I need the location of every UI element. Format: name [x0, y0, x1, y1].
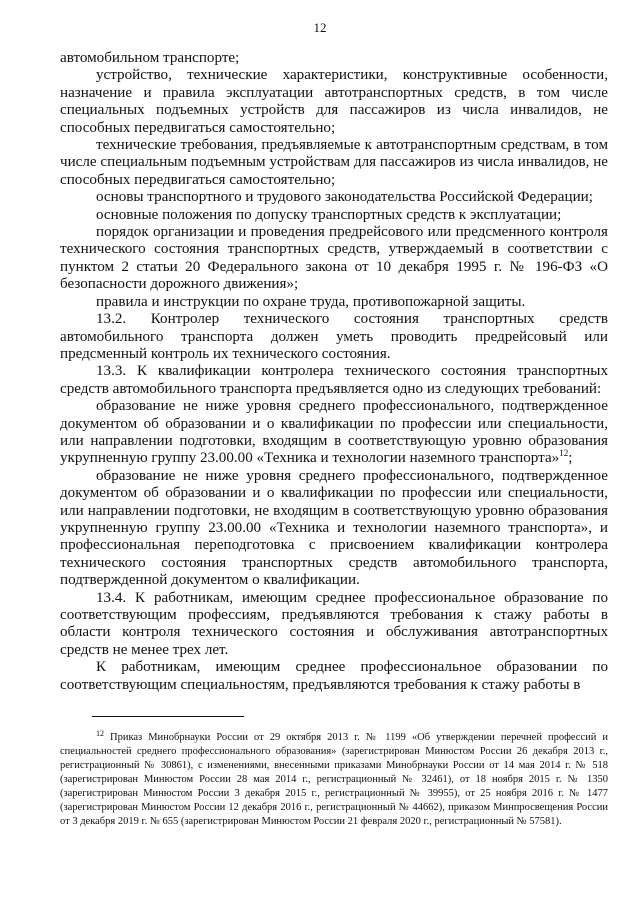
paragraph-tail: ;	[568, 450, 573, 467]
paragraph: образование не ниже уровня среднего профессионального, подтвержденное документом об образовании и о квалификации по профессии или специальности, или направлении подготовки, не входящим в соответствующую уровню образования укрупненную группу 23.00.00 «Техника и технологии наземного транспорта», и профессиональная переподготовка с присвоением квалификации контролера технического состояния транспортных средств автомобильного транспорта, подтвержденной документом о квалификации.	[60, 467, 608, 589]
paragraph: порядок организации и проведения предрейсового или предсменного контроля технического состояния транспортных средств, утверждаемый в соответствии с пунктом 2 статьи 20 Федерального закона от 10 декабря 1995 г. № 196-ФЗ «О безопасности дорожного движения»;	[60, 224, 608, 293]
paragraph-with-footnote	[60, 398, 608, 468]
page-number: 12	[313, 20, 327, 35]
footnote-reference[interactable]: 12	[559, 448, 569, 459]
paragraph: устройство, технические характеристики, конструктивные особенности, назначение и правила эксплуатации автотранспортных средств, в том числе специальных подъемных устройств для пассажиров из числа инвалидов, не способных передвигаться самостоятельно;	[60, 67, 608, 136]
footnote-body: Приказ Минобрнауки России от 29 октября 2013 г. № 1199 «Об утверждении перечней профессий и специальностей среднего профессионального образования» (зарегистрирован Минюстом России 26 декабря 2013 г., регистрационный № 30861), с изменениями, внесенными приказами Минобрнауки России от 14 мая 2014 г. № 518 (зарегистрирован Минюстом России 28 мая 2014 г., регистрационный № 32461), от 18 ноября 2015 г. № 1350 (зарегистрирован Минюстом России 3 декабря 2015 г., регистрационный № 39955), от 25 ноября 2016 г. № 1477 (зарегистрирован Минюстом России 12 декабря 2016 г., регистрационный № 44662), приказом Минпросвещения России от 3 декабря 2019 г. № 655 (зарегистрирован Минюстом России 21 февраля 2020 г., регистрационный № 57581).	[60, 732, 608, 827]
section-13-4: 13.4. К работникам, имеющим среднее профессиональное образование по соответствующим профессиям, предъявляются требования к стажу работы в области контроля технического состояния и обслуживания автотранспортных средств не менее трех лет.	[60, 589, 608, 658]
footnote-mark: 12	[96, 728, 104, 738]
paragraph: основы транспортного и трудового законодательства Российской Федерации;	[96, 189, 593, 206]
footnote	[60, 728, 608, 829]
paragraph: автомобильном транспорте;	[60, 50, 240, 66]
section-13-3: 13.3. К квалификации контролера технического состояния транспортных средств автомобильного транспорта предъявляется одно из следующих требований:	[60, 363, 608, 397]
section-13-2: 13.2. Контролер технического состояния транспортных средств автомобильного транспорта должен уметь проводить предрейсовый или предсменный контроль их технического состояния.	[60, 311, 608, 362]
paragraph: правила и инструкции по охране труда, противопожарной защиты.	[96, 293, 526, 310]
body-text	[60, 50, 608, 694]
footnote-divider	[92, 716, 244, 717]
footnote-text	[60, 728, 608, 829]
paragraph: основные положения по допуску транспортных средств к эксплуатации;	[96, 206, 562, 223]
paragraph-text: образование не ниже уровня среднего профессионального, подтвержденное документом об образовании и о квалификации по профессии или специальности, или направлении подготовки, входящим в соответствующую уровню образования укрупненную группу 23.00.00 «Техника и технологии наземного транспорта»	[60, 398, 608, 467]
paragraph: К работникам, имеющим среднее профессиональное образовании по соответствующим специальностям, предъявляются требования к стажу работы в	[60, 659, 608, 693]
paragraph: технические требования, предъявляемые к автотранспортным средствам, в том числе специальным подъемным устройствам для пассажиров из числа инвалидов, не способных передвигаться самостоятельно;	[60, 137, 608, 188]
